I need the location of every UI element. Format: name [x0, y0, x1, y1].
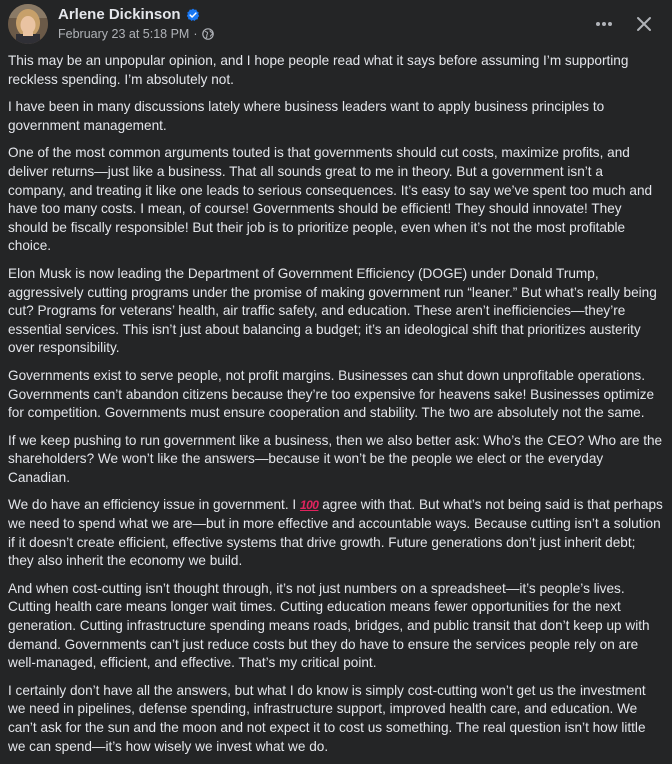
close-icon [634, 14, 654, 34]
author-name[interactable] [58, 6, 200, 23]
paragraph-text: agree with that. But what’s not being said is that perhaps we need to spend what we are—but in more effective and accountable ways. Because cutting isn’t a solution if it doesn’t create efficient, effective systems that drive growth. Future generations don’t just inherit debt; they also inherit the economy we build. [8, 497, 663, 569]
post-paragraph: And when cost-cutting isn’t thought through, it’s not just numbers on a spreadsheet—it’s people’s lives. Cutting health care means longer wait times. Cutting education means fewer opportunities for the next generation. Cutting infrastructure spending means roads, bridges, and public transit that don’t keep up with demand. Governments can’t just reduce costs but they do have to ensure the services people rely on are well-managed, efficient, and effective. That’s my critical point. [8, 580, 650, 671]
paragraph-text: We do have an efficiency issue in government. I [8, 497, 300, 513]
avatar-image [8, 4, 48, 44]
more-options-button[interactable] [590, 10, 618, 38]
post-header [8, 4, 664, 44]
meta-separator: · [193, 27, 198, 41]
post-paragraph: Elon Musk is now leading the Department of Government Efficiency (DOGE) under Donald Trump, aggressively cutting programs under the promise of making government run “leaner.” But what’s really being cut? Programs for veterans’ health, air traffic safety, and education. These aren’t inefficiencies—they’re essential services. This isn’t just about balancing a budget; it’s an ideological shift that prioritizes austerity over responsibility. [8, 265, 657, 356]
more-options-icon [594, 14, 614, 34]
post-paragraph: Governments exist to serve people, not profit margins. Businesses can shut down unprofitable operations. Governments can’t abandon citizens because they’re too expensive for heavens sake! Businesses optimize for competition. Governments must ensure cooperation and stability. The two are absolutely not the same. [8, 367, 655, 421]
post-paragraph: I have been in many discussions lately where business leaders want to apply business principles to government management. [8, 99, 605, 133]
author-name-text: Arlene Dickinson [58, 6, 181, 23]
post-paragraph: I certainly don’t have all the answers, but what I do know is simply cost-cutting won’t get us the investment we need in pipelines, defense spending, infrastructure support, improved health care, and education. We can’t ask for the sun and the moon and not expect it to cost us something. The real question isn’t how little we can spend—it’s how wisely we invest what we do. [8, 682, 646, 754]
post-paragraph-efficiency [8, 496, 664, 570]
post-meta [58, 27, 214, 41]
post-timestamp[interactable]: February 23 at 5:18 PM [58, 27, 190, 41]
globe-icon[interactable] [202, 28, 214, 40]
close-button[interactable] [630, 10, 658, 38]
post-paragraph: This may be an unpopular opinion, and I hope people read what it says before assuming I’m supporting reckless spending. I’m absolutely not. [8, 53, 629, 87]
post-body [8, 52, 664, 764]
verified-badge-icon [186, 8, 200, 22]
avatar[interactable] [8, 4, 48, 44]
hundred-points-emoji-icon: 100 [299, 498, 319, 513]
post-paragraph: If we keep pushing to run government like a business, then we also better ask: Who’s the CEO? Who are the shareholders? We won’t like the answers—because it won’t be the people we elect or the everyday Canadian. [8, 432, 663, 485]
post-paragraph: One of the most common arguments touted is that governments should cut costs, maximize profits, and deliver returns—just like a business. That all sounds great to me in theory. But a government isn’t a company, and treating it like one leads to serious consequences. It’s easy to say we’ve spent too much and have too many costs. I mean, of course! Governments should be efficient! They should innovate! They should be fiscally responsible! But their job is to prioritize people, even when it’s not the most profitable choice. [8, 145, 653, 254]
